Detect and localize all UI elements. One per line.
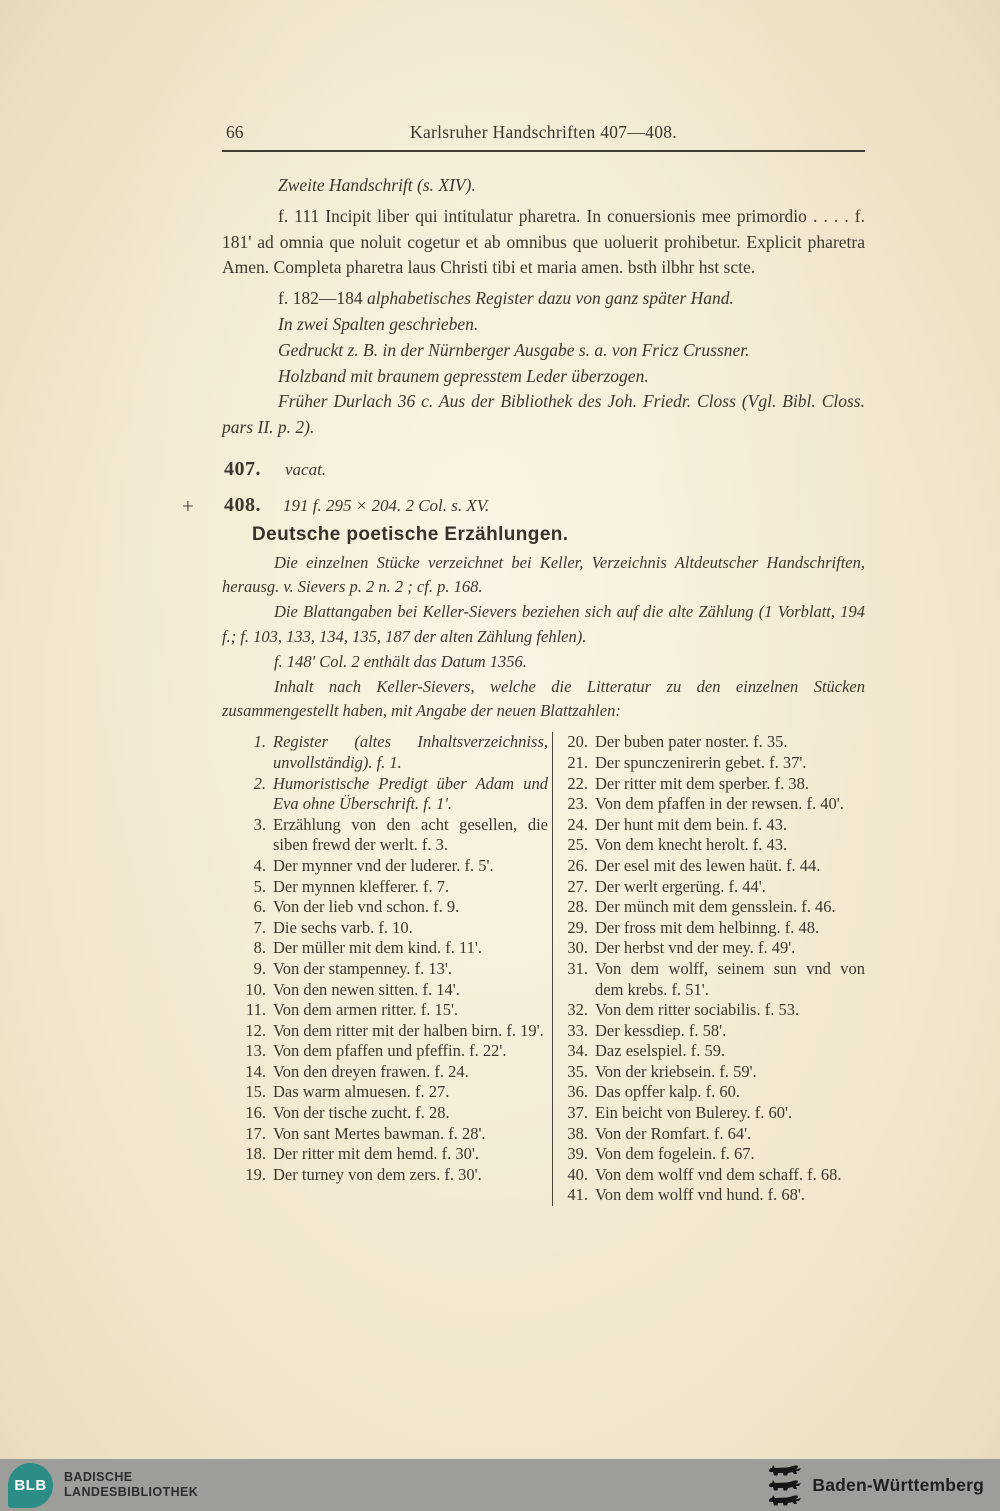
item-text: Der spunczenirerin gebet. f. 37'. bbox=[595, 752, 807, 772]
entry-408-notes bbox=[222, 551, 865, 723]
item-number: 39. bbox=[567, 1144, 588, 1164]
entry-note: Die Blattangaben bei Keller-Sievers beziehen sich auf die alte Zählung (1 Vorblatt, 194 f.; f. 103, 133, 134, 135, 187 der alten Zählung fehlen). bbox=[222, 602, 865, 646]
item-number: 9. bbox=[253, 958, 266, 978]
register-folio-range: f. 182—184 bbox=[278, 288, 363, 309]
contents-item bbox=[236, 918, 548, 939]
contents-item bbox=[558, 856, 865, 877]
item-number: 17. bbox=[245, 1123, 266, 1143]
provenance-note: Früher Durlach 36 c. Aus der Bibliothek des Joh. Friedr. Closs (Vgl. Bibl. Closs. pars II. p. 2). bbox=[222, 391, 865, 438]
contents-item bbox=[558, 794, 865, 815]
item-text: Von der lieb vnd schon. f. 9. bbox=[273, 897, 460, 917]
print-note: Gedruckt z. B. in der Nürnberger Ausgabe s. a. von Fricz Crussner. bbox=[278, 339, 750, 360]
contents-item bbox=[236, 1165, 548, 1186]
contents-item bbox=[558, 1082, 865, 1103]
contents-item bbox=[558, 835, 865, 856]
contents-item bbox=[236, 877, 548, 898]
library-name-line1: BADISCHE bbox=[64, 1469, 133, 1484]
header-rule bbox=[222, 150, 865, 152]
item-number: 14. bbox=[245, 1061, 266, 1081]
register-note bbox=[222, 286, 865, 312]
contents-item bbox=[558, 1000, 865, 1021]
contents-item bbox=[558, 938, 865, 959]
item-number: 5. bbox=[253, 876, 266, 896]
item-text: Der müller mit dem kind. f. 11'. bbox=[273, 938, 483, 958]
item-text: Von den newen sitten. f. 14'. bbox=[273, 979, 460, 999]
item-number: 23. bbox=[567, 794, 588, 814]
item-number: 16. bbox=[245, 1103, 266, 1123]
columns-note: In zwei Spalten geschrieben. bbox=[278, 313, 479, 334]
contents-item bbox=[236, 1124, 548, 1145]
item-text: Von den dreyen frawen. f. 24. bbox=[273, 1061, 469, 1081]
item-text: Von der tische zucht. f. 28. bbox=[273, 1103, 450, 1123]
item-text: Von dem wolff vnd dem schaff. f. 68. bbox=[595, 1164, 842, 1184]
item-number: 15. bbox=[245, 1082, 266, 1102]
item-number: 34. bbox=[567, 1041, 588, 1061]
page-content bbox=[182, 122, 865, 1206]
item-number: 37. bbox=[567, 1103, 588, 1123]
contents-item bbox=[558, 1062, 865, 1083]
item-text: Von sant Mertes bawman. f. 28'. bbox=[273, 1123, 486, 1143]
contents-item bbox=[558, 732, 865, 753]
contents-item bbox=[236, 980, 548, 1001]
item-number: 13. bbox=[245, 1041, 266, 1061]
item-text: Von dem wolff vnd hund. f. 68'. bbox=[595, 1185, 805, 1205]
item-number: 38. bbox=[567, 1123, 588, 1143]
entry-note: f. 148' Col. 2 enthält das Datum 1356. bbox=[274, 651, 527, 671]
item-number: 28. bbox=[567, 897, 588, 917]
item-text: Von dem fogelein. f. 67. bbox=[595, 1144, 755, 1164]
item-number: 29. bbox=[567, 917, 588, 937]
item-number: 11. bbox=[245, 1000, 266, 1020]
library-footer-bar bbox=[0, 1459, 1000, 1511]
item-number: 20. bbox=[567, 732, 588, 752]
entry-408-collation: 191 f. 295 × 204. 2 Col. s. XV. bbox=[283, 495, 490, 515]
item-number: 12. bbox=[245, 1020, 266, 1040]
item-number: 21. bbox=[567, 752, 588, 772]
latin-incipit-paragraph: f. 111 Incipit liber qui intitulatur pharetra. In conuersionis mee primordio . . . . f. 181' ad omnia que noluit cogetur et ab omnibus que uoluerit prohibetur. Explicit pharetra Amen. Completa pharetra laus Christi tibi et maria amen. bsth ilbhr hst scte. bbox=[222, 205, 865, 278]
item-text: Der ritter mit dem hemd. f. 30'. bbox=[273, 1144, 479, 1164]
item-text: Das opffer kalp. f. 60. bbox=[595, 1082, 740, 1102]
item-number: 2. bbox=[253, 773, 266, 793]
lion-icon bbox=[768, 1464, 802, 1477]
running-header bbox=[222, 122, 865, 144]
item-number: 25. bbox=[567, 835, 588, 855]
item-text: Von dem wolff, seinem sun vnd von dem krebs. f. 51'. bbox=[595, 958, 865, 999]
item-text: Von dem pfaffen und pfeffin. f. 22'. bbox=[273, 1041, 507, 1061]
item-text: Die sechs varb. f. 10. bbox=[273, 917, 413, 937]
plus-marker: + bbox=[182, 493, 194, 518]
contents-item bbox=[236, 938, 548, 959]
entry-note: Die einzelnen Stücke verzeichnet bei Keller, Verzeichnis Altdeutscher Handschriften, herausg. v. Sievers p. 2 n. 2 ; cf. p. 168. bbox=[222, 552, 865, 597]
item-number: 41. bbox=[567, 1185, 588, 1205]
lion-icon bbox=[768, 1479, 802, 1492]
item-text: Erzählung von den acht gesellen, die siben frewd der werlt. f. 3. bbox=[273, 814, 548, 855]
contents-item bbox=[236, 1062, 548, 1083]
contents-item bbox=[236, 856, 548, 877]
item-text: Von dem ritter mit der halben birn. f. 19'. bbox=[273, 1020, 544, 1040]
item-text: Der ritter mit dem sperber. f. 38. bbox=[595, 773, 809, 793]
item-text: Daz eselspiel. f. 59. bbox=[595, 1041, 726, 1061]
entry-407-text: vacat. bbox=[285, 459, 327, 479]
contents-item bbox=[236, 732, 548, 773]
contents-item bbox=[236, 1041, 548, 1062]
item-number: 35. bbox=[567, 1061, 588, 1081]
item-number: 7. bbox=[253, 917, 266, 937]
item-text: Der mynner vnd der luderer. f. 5'. bbox=[273, 855, 494, 875]
item-number: 10. bbox=[245, 979, 266, 999]
contents-item bbox=[558, 1165, 865, 1186]
item-number: 32. bbox=[567, 1000, 588, 1020]
item-text: Der turney von dem zers. f. 30'. bbox=[273, 1164, 482, 1184]
item-number: 24. bbox=[567, 814, 588, 834]
entry-408-number: 408. bbox=[224, 493, 261, 516]
item-number: 27. bbox=[567, 876, 588, 896]
contents-item bbox=[558, 1185, 865, 1206]
library-name-line2: LANDESBIBLIOTHEK bbox=[64, 1485, 199, 1499]
item-text: Der mynnen klefferer. f. 7. bbox=[273, 876, 450, 896]
item-number: 36. bbox=[567, 1082, 588, 1102]
baden-wuerttemberg-coat-of-arms-icon bbox=[768, 1464, 802, 1507]
contents-item bbox=[558, 877, 865, 898]
entry-407-number: 407. bbox=[224, 457, 261, 480]
item-number: 31. bbox=[567, 958, 588, 978]
item-text: Von dem ritter sociabilis. f. 53. bbox=[595, 1000, 800, 1020]
item-number: 22. bbox=[567, 773, 588, 793]
item-number: 4. bbox=[253, 855, 266, 875]
library-branding bbox=[8, 1463, 198, 1508]
item-text: Der werlt ergerüng. f. 44'. bbox=[595, 876, 766, 896]
register-note-text: alphabetisches Register dazu von ganz später Hand. bbox=[366, 288, 734, 309]
contents-item bbox=[236, 1103, 548, 1124]
contents-column-left bbox=[222, 732, 552, 1206]
item-text: Register (altes Inhaltsverzeichniss, unvollständig). f. 1. bbox=[273, 732, 548, 772]
second-hand-note: Zweite Handschrift (s. XIV). bbox=[278, 175, 476, 195]
contents-item bbox=[558, 1144, 865, 1165]
item-text: Ein beicht von Bulerey. f. 60'. bbox=[595, 1103, 793, 1123]
item-text: Der fross mit dem helbinng. f. 48. bbox=[595, 917, 820, 937]
blb-abbr: BLB bbox=[14, 1476, 47, 1494]
contents-column-right bbox=[552, 732, 865, 1206]
entry-408-title: Deutsche poetische Erzählungen. bbox=[252, 523, 569, 545]
item-text: Der kessdiep. f. 58'. bbox=[595, 1020, 727, 1040]
contents-item bbox=[558, 774, 865, 795]
contents-item bbox=[236, 774, 548, 815]
contents-item bbox=[558, 1124, 865, 1145]
contents-list bbox=[222, 732, 865, 1206]
item-text: Von der kriebsein. f. 59'. bbox=[595, 1061, 757, 1081]
item-number: 18. bbox=[245, 1144, 266, 1164]
item-number: 8. bbox=[253, 938, 266, 958]
item-number: 6. bbox=[253, 897, 266, 917]
binding-note: Holzband mit braunem gepresstem Leder überzogen. bbox=[278, 365, 649, 386]
contents-item bbox=[558, 815, 865, 836]
item-text: Der esel mit des lewen haüt. f. 44. bbox=[595, 855, 821, 875]
item-text: Der buben pater noster. f. 35. bbox=[595, 732, 788, 752]
item-text: Der herbst vnd der mey. f. 49'. bbox=[595, 938, 796, 958]
page-number: 66 bbox=[226, 122, 244, 142]
contents-item bbox=[558, 959, 865, 1000]
blb-logo-icon bbox=[8, 1463, 53, 1508]
item-text: Der hunt mit dem bein. f. 43. bbox=[595, 814, 788, 834]
item-number: 19. bbox=[245, 1164, 266, 1184]
contents-item bbox=[236, 1144, 548, 1165]
contents-item bbox=[236, 1082, 548, 1103]
item-text: Humoristische Predigt über Adam und Eva ohne Überschrift. f. 1'. bbox=[273, 773, 548, 814]
contents-item bbox=[558, 1041, 865, 1062]
contents-item bbox=[558, 753, 865, 774]
contents-item bbox=[236, 959, 548, 980]
item-number: 40. bbox=[567, 1164, 588, 1184]
entry-408 bbox=[182, 493, 865, 723]
item-text: Der münch mit dem gensslein. f. 46. bbox=[595, 897, 836, 917]
contents-item bbox=[558, 1021, 865, 1042]
entry-407 bbox=[222, 458, 865, 481]
contents-item bbox=[558, 1103, 865, 1124]
contents-item bbox=[236, 897, 548, 918]
item-number: 3. bbox=[253, 814, 266, 834]
item-text: Von dem pfaffen in der rewsen. f. 40'. bbox=[595, 794, 844, 814]
item-text: Von dem knecht herolt. f. 43. bbox=[595, 835, 788, 855]
state-name: Baden-Württemberg bbox=[812, 1474, 984, 1495]
item-number: 26. bbox=[567, 855, 588, 875]
item-text: Von dem armen ritter. f. 15'. bbox=[273, 1000, 459, 1020]
item-number: 33. bbox=[567, 1020, 588, 1040]
contents-item bbox=[558, 897, 865, 918]
entry-note: Inhalt nach Keller-Sievers, welche die Litteratur zu den einzelnen Stücken zusammengestellt haben, mit Angabe der neuen Blattzahlen: bbox=[222, 676, 865, 721]
contents-item bbox=[236, 1021, 548, 1042]
item-text: Das warm almuesen. f. 27. bbox=[273, 1082, 450, 1102]
contents-item bbox=[236, 1000, 548, 1021]
running-title: Karlsruher Handschriften 407—408. bbox=[410, 122, 677, 142]
item-text: Von der stampenney. f. 13'. bbox=[273, 958, 452, 978]
contents-item bbox=[236, 815, 548, 856]
lion-icon bbox=[768, 1494, 802, 1507]
item-number: 30. bbox=[567, 938, 588, 958]
library-name bbox=[64, 1470, 198, 1501]
state-branding bbox=[768, 1464, 984, 1507]
item-number: 1. bbox=[253, 732, 266, 752]
contents-item bbox=[558, 918, 865, 939]
item-text: Von der Romfart. f. 64'. bbox=[595, 1123, 752, 1143]
